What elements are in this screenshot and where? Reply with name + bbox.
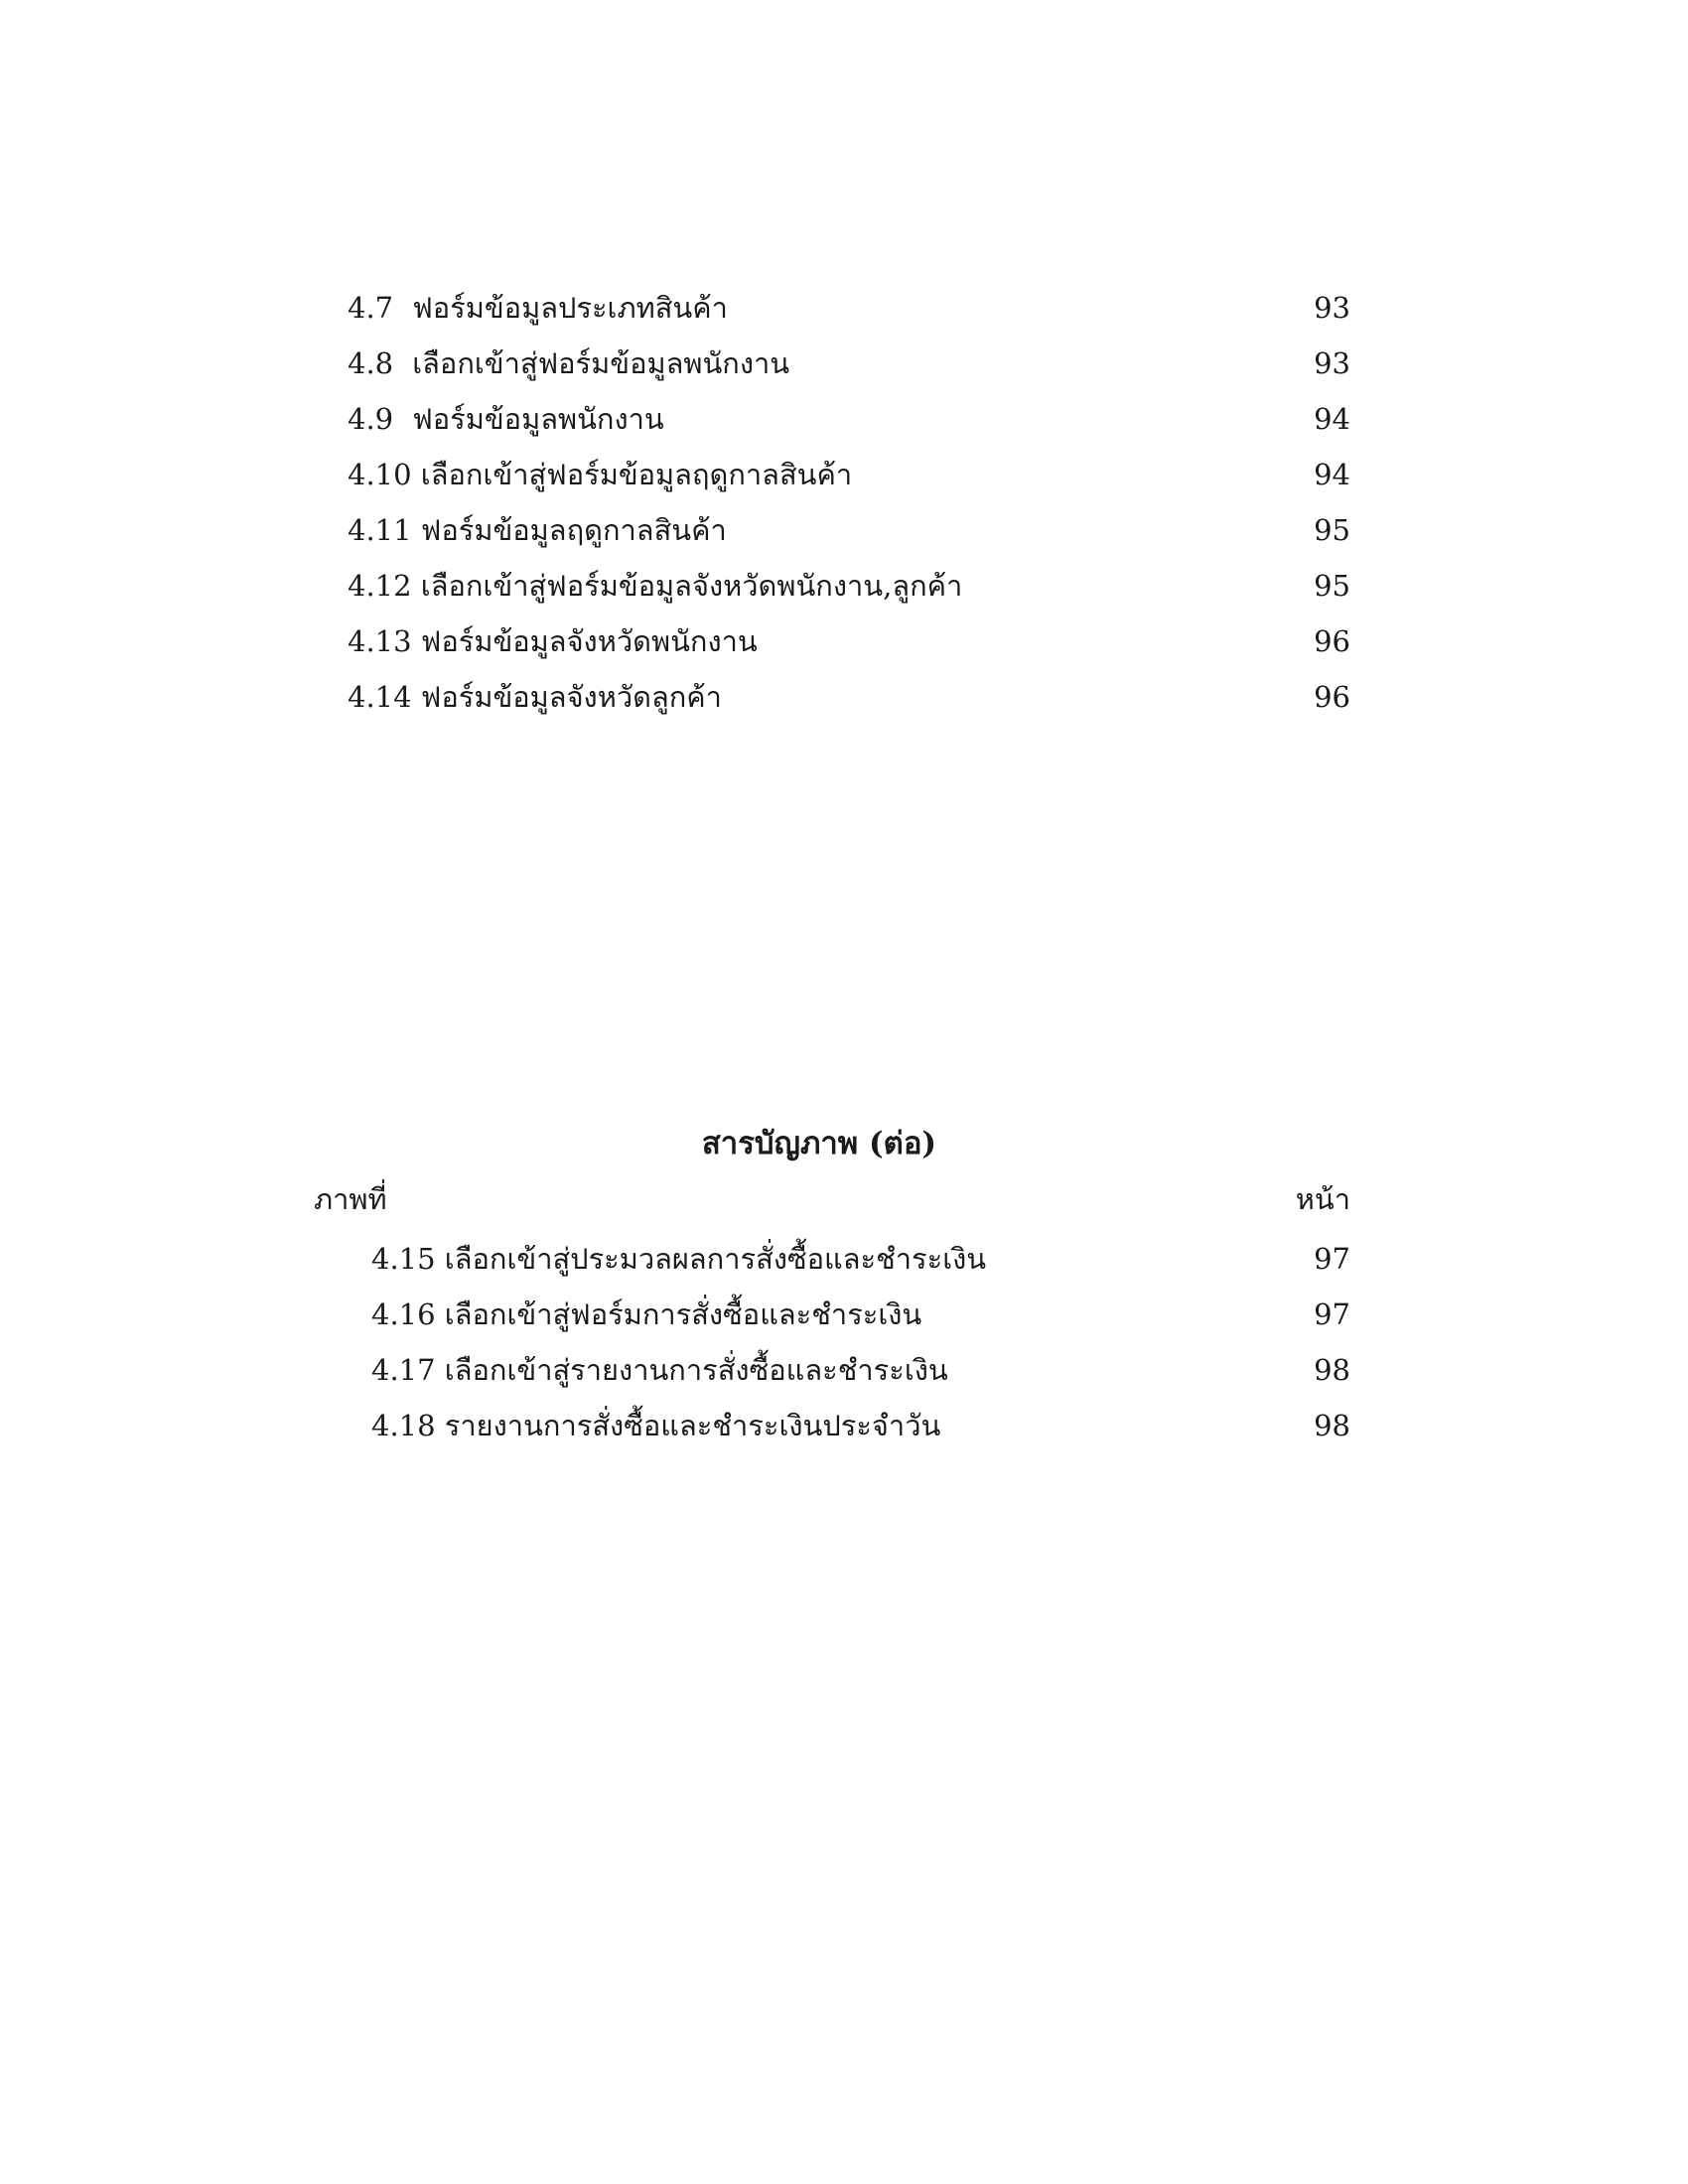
- list-item: [371, 1348, 1350, 1392]
- figure-page: 95: [1314, 569, 1350, 603]
- figure-title: ฟอร์มข้อมูลพนักงาน: [412, 402, 664, 436]
- figure-number: 4.10: [348, 458, 412, 491]
- list-item: [348, 397, 1350, 441]
- figure-page: 95: [1314, 513, 1350, 547]
- figure-title: เลือกเข้าสู่ฟอร์มข้อมูลฤดูกาลสินค้า: [420, 458, 853, 491]
- figure-number: 4.13: [348, 624, 412, 658]
- figure-number: 4.11: [348, 513, 412, 547]
- figure-number: 4.18: [371, 1409, 436, 1442]
- figure-page: 93: [1314, 291, 1350, 325]
- figure-number: 4.14: [348, 680, 412, 714]
- figure-page: 94: [1314, 402, 1350, 436]
- figure-title: เลือกเข้าสู่ฟอร์มข้อมูลพนักงาน: [412, 346, 790, 380]
- page-column-header: หน้า: [1295, 1182, 1350, 1216]
- figure-number: 4.12: [348, 569, 412, 603]
- list-item: [348, 341, 1350, 385]
- figure-page: 98: [1314, 1353, 1350, 1387]
- figure-number: 4.16: [371, 1297, 436, 1331]
- list-item: [348, 286, 1350, 330]
- figure-page: 96: [1314, 680, 1350, 714]
- list-item: [348, 564, 1350, 608]
- list-item: [371, 1237, 1350, 1281]
- figure-page: 97: [1314, 1242, 1350, 1276]
- figure-number: 4.9: [348, 402, 394, 436]
- list-item: [371, 1293, 1350, 1336]
- list-item: [348, 508, 1350, 552]
- figure-title: ฟอร์มข้อมูลฤดูกาลสินค้า: [420, 513, 727, 547]
- section-title: สารบัญภาพ (ต่อ): [701, 1126, 937, 1161]
- figure-title: ฟอร์มข้อมูลจังหวัดพนักงาน: [420, 624, 758, 658]
- figure-title: เลือกเข้าสู่รายงานการสั่งซื้อและชำระเงิน: [444, 1353, 948, 1387]
- figure-page: 94: [1314, 458, 1350, 491]
- figure-page: 97: [1314, 1297, 1350, 1331]
- figure-number: 4.8: [348, 346, 394, 380]
- figure-title: ฟอร์มข้อมูลประเภทสินค้า: [412, 291, 728, 325]
- figure-number: 4.17: [371, 1353, 436, 1387]
- list-item: [371, 1404, 1350, 1447]
- figure-title: เลือกเข้าสู่ประมวลผลการสั่งซื้อและชำระเงิน: [444, 1242, 987, 1276]
- figure-number: 4.15: [371, 1242, 436, 1276]
- figure-title: เลือกเข้าสู่ฟอร์มข้อมูลจังหวัดพนักงาน,ลูกค้า: [420, 569, 963, 603]
- list-item: [348, 675, 1350, 719]
- figure-title: รายงานการสั่งซื้อและชำระเงินประจำวัน: [444, 1409, 941, 1442]
- list-item: [348, 453, 1350, 496]
- figure-page: 96: [1314, 624, 1350, 658]
- figure-column-header: ภาพที่: [314, 1182, 387, 1216]
- figure-page: 93: [1314, 346, 1350, 380]
- figure-title: เลือกเข้าสู่ฟอร์มการสั่งซื้อและชำระเงิน: [444, 1297, 922, 1331]
- figure-page: 98: [1314, 1409, 1350, 1442]
- list-item: [348, 619, 1350, 663]
- figure-number: 4.7: [348, 291, 394, 325]
- figure-title: ฟอร์มข้อมูลจังหวัดลูกค้า: [420, 680, 722, 714]
